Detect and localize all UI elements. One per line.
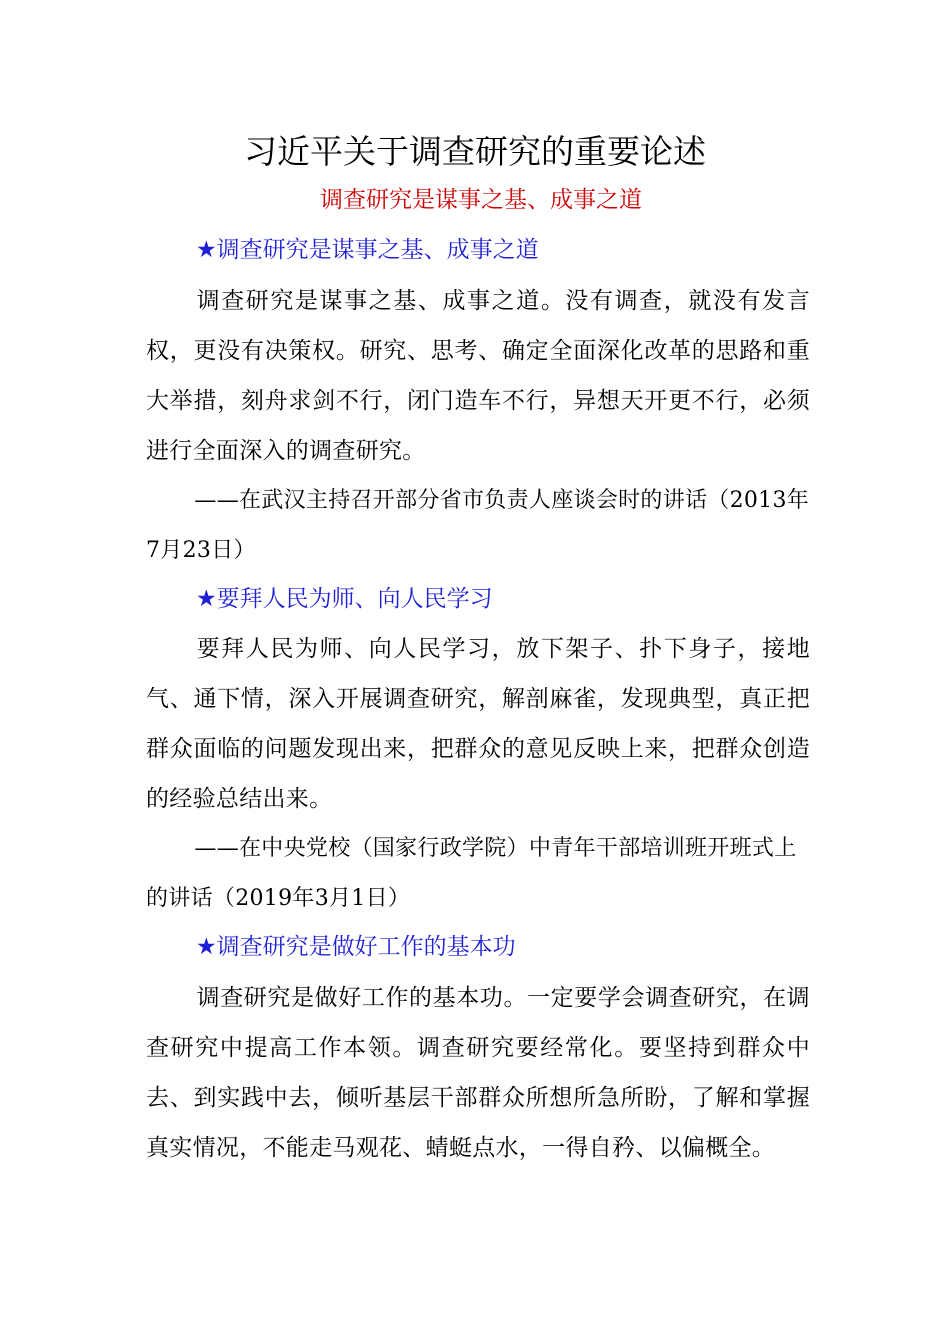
section-heading: ★调查研究是做好工作的基本功 xyxy=(196,934,516,960)
page-subtitle: 调查研究是谋事之基、成事之道 xyxy=(320,187,642,213)
section-heading: ★要拜人民为师、向人民学习 xyxy=(196,586,493,612)
section-source: ——在武汉主持召开部分省市负责人座谈会时的讲话（2013年7月23日） xyxy=(146,488,810,563)
section-body: 调查研究是谋事之基、成事之道。没有调查，就没有发言权，更没有决策权。研究、思考、确定全面深化改革的思路和重大举措，刻舟求剑不行，闭门造车不行，异想天开更不行，必须进行全面深入的调查研究。 xyxy=(146,288,810,464)
section-source: ——在中央党校（国家行政学院）中青年干部培训班开班式上的讲话（2019年3月1日） xyxy=(146,836,797,911)
section-heading: ★调查研究是谋事之基、成事之道 xyxy=(196,237,539,263)
page-title: 习近平关于调查研究的重要论述 xyxy=(244,132,706,171)
section-body: 要拜人民为师、向人民学习，放下架子、扑下身子，接地气、通下情，深入开展调查研究，解剖麻雀，发现典型，真正把群众面临的问题发现出来，把群众的意见反映上来，把群众创造的经验总结出来。 xyxy=(146,636,810,812)
section-body: 调查研究是做好工作的基本功。一定要学会调查研究，在调查研究中提高工作本领。调查研究要经常化。要坚持到群众中去、到实践中去，倾听基层干部群众所想所急所盼，了解和掌握真实情况，不能走马观花、蜻蜓点水，一得自矜、以偏概全。 xyxy=(146,985,810,1161)
